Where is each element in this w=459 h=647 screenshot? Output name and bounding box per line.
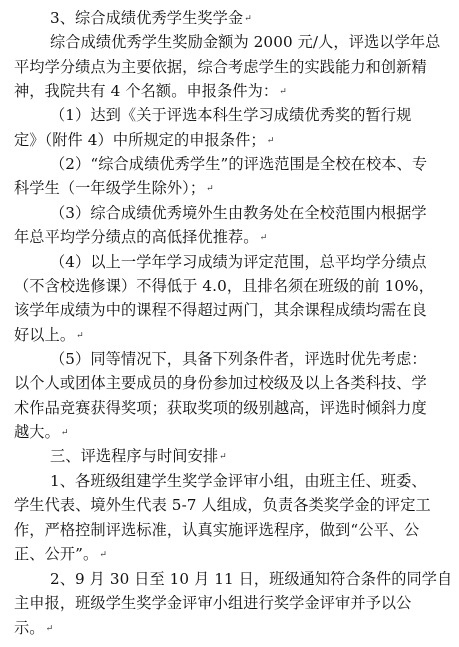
text-line: 年总平均学分绩点的高低择优推荐。↵: [14, 228, 268, 246]
paragraph-mark-icon: ↵: [244, 14, 252, 24]
text-line: （4）以上一学年学习成绩为评定范围，总平均学分绩点: [50, 253, 427, 271]
text-line: 1、各班级组建学生奖学金评审小组，由班主任、班委、: [50, 472, 427, 490]
text-line: 作，严格控制评选标准，认真实施评选程序，做到“公平、公: [14, 521, 420, 539]
paragraph-mark-icon: ↵: [45, 624, 54, 634]
paragraph-mark-icon: ↵: [76, 331, 84, 341]
text-line: 正、公开”。↵: [14, 545, 107, 563]
text-line: （1）达到《关于评选本科生学习成绩优秀奖的暂行规: [50, 106, 412, 124]
text-line: 平均学分绩点为主要依据，综合考虑学生的实践能力和创新精: [14, 58, 427, 76]
text-line: 综合成绩优秀学生奖励金额为 2000 元/人，评选以学年总: [50, 33, 441, 51]
text-line: （3）综合成绩优秀境外生由教务处在全校范围内根据学: [50, 204, 427, 222]
text-line: 术作品竞赛获得奖项；获取奖项的级别越高，评选时倾斜力度: [14, 399, 427, 417]
paragraph-mark-icon: ↵: [279, 87, 287, 97]
text-line: 科学生（一年级学生除外）；↵: [14, 179, 214, 197]
paragraph-mark-icon: ↵: [206, 184, 214, 194]
paragraph-mark-icon: ↵: [219, 452, 227, 462]
text-line: （不含校选修课）不得低于 4.0，且排名须在班级的前 10%，: [14, 277, 434, 295]
section-heading-comprehensive-award: 3、综合成绩优秀学生奖学金↵: [50, 9, 252, 27]
paragraph-mark-icon: ↵: [266, 136, 275, 146]
text-line: （2）“综合成绩优秀学生”的评选范围是全校在校本、专: [50, 155, 428, 173]
text-line: 2、9 月 30 日至 10 月 11 日，班级通知符合条件的同学自: [50, 570, 453, 588]
text-line: 该学年成绩为中的课程不得超过两门，其余课程成绩均需在良: [14, 301, 427, 319]
paragraph-mark-icon: ↵: [60, 428, 69, 438]
text-line: 主申报，班级学生奖学金评审小组进行奖学金评审并予以公: [14, 594, 412, 612]
text-line: 神，我院共有 4 个名额。申报条件为：↵: [14, 82, 287, 100]
paragraph-mark-icon: ↵: [259, 233, 268, 243]
text-line: 好以上。↵: [14, 326, 84, 344]
text-line: 以个人或团体主要成员的身份参加过校级及以上各类科技、学: [14, 374, 427, 392]
section-heading-procedure: 三、评选程序与时间安排↵: [50, 447, 227, 465]
paragraph-mark-icon: ↵: [99, 550, 107, 560]
text-line: 学生代表、境外生代表 5-7 人组成，负责各类奖学金的评定工: [14, 496, 431, 514]
text-line: （5）同等情况下，具备下列条件者，评选时优先考虑：: [50, 350, 427, 368]
text-line: 示。↵: [14, 619, 54, 637]
text-line: 越大。↵: [14, 423, 69, 441]
text-line: 定》（附件 4）中所规定的申报条件；↵: [14, 131, 275, 149]
